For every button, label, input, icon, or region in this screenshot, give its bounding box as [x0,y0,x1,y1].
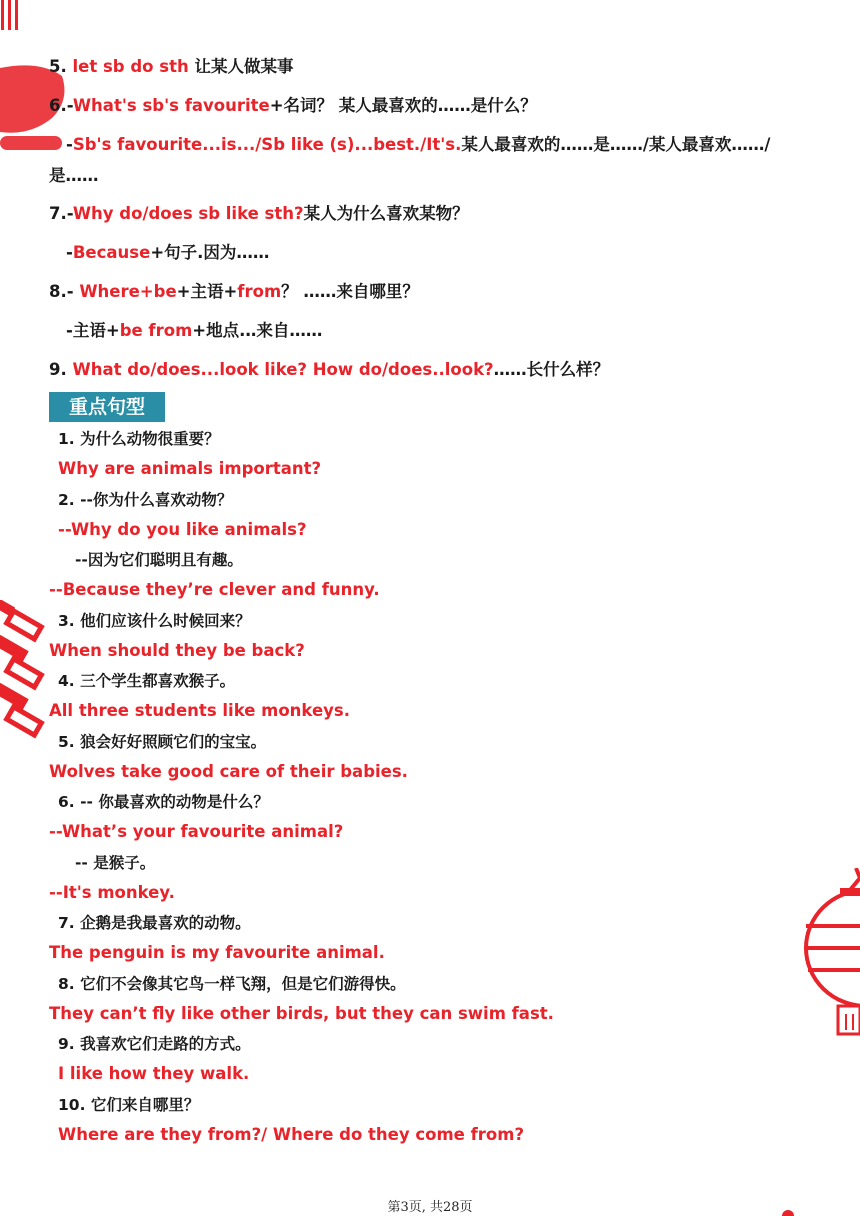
sentence-english: All three students like monkeys. [49,701,350,720]
section-title-key-sentences: 重点句型 [49,392,165,422]
phrase-chinese: 主语+ [72,321,120,340]
sentence-english: I like how they walk. [58,1064,250,1083]
sentence-english: --What’s your favourite animal? [49,822,344,841]
phrase-number: 6.- [49,96,73,115]
sentence-chinese: --因为它们聪明且有趣。 [75,551,243,569]
sentence-english: --Why do you like animals? [58,519,307,539]
sentence-chinese: 3. 他们应该什么时候回来？ [58,611,251,630]
phrase-number: 7.- [49,204,73,223]
sentence-english: They can’t fly like other birds, but they can swim fast. [49,1003,554,1023]
left-lattice-decoration [0,600,56,750]
phrase-line [49,56,293,78]
sentence-chinese: 8. 它们不会像其它鸟一样飞翔，但是它们游得快。 [58,974,406,993]
phrase-number: 5. [49,57,73,76]
phrase-number: 8.- [49,282,80,301]
sentence-chinese: 10. 它们来自哪里？ [58,1095,200,1114]
phrase-english: be from [119,321,193,340]
phrase-chinese: 某人为什么喜欢某物？ [303,204,469,223]
sentence-chinese: 6. -- 你最喜欢的动物是什么？ [58,793,269,811]
sentence-chinese: 5. 狼会好好照顾它们的宝宝。 [58,732,267,751]
sentence-english: --Because they’re clever and funny. [49,580,380,599]
sentence-english: --It's monkey. [49,882,175,902]
phrase-english: Because [72,243,151,262]
sentence-english: When should they be back? [49,640,305,660]
top-left-stripes-decoration [0,0,24,34]
sentence-chinese: 1. 为什么动物很重要？ [58,430,220,448]
lantern-decoration [800,868,860,1048]
phrase-chinese: ……长什么样？ [493,360,610,379]
phrase-english: Sb's favourite...is.../Sb like (s)...best./It's. [72,135,462,154]
phrase-chinese: 某人最喜欢的……是……/某人最喜欢……/ [461,135,771,154]
sentence-english: Wolves take good care of their babies. [49,761,408,781]
sentence-english: The penguin is my favourite animal. [49,943,385,962]
phrase-number: 9. [49,360,73,379]
phrase-chinese: 是…… [49,166,99,185]
phrase-line [49,359,609,381]
sentence-chinese: 9. 我喜欢它们走路的方式。 [58,1035,251,1053]
sentence-english: Where are they from?/ Where do they come from? [58,1124,525,1144]
phrase-line [66,242,269,264]
phrase-chinese: 让某人做某事 [188,57,294,76]
phrase-english: from [237,282,282,301]
phrase-line [49,281,419,303]
phrase-chinese: +名词？ 某人最喜欢的……是什么？ [269,96,537,115]
page-number: 第3页, 共28页 [387,1200,473,1215]
sentence-chinese: 4. 三个学生都喜欢猴子。 [58,672,236,690]
phrase-english: Why do/does sb like sth? [72,204,304,223]
sentence-chinese: 2. --你为什么喜欢动物？ [58,490,233,509]
phrase-number: - [66,135,73,154]
sentence-chinese: -- 是猴子。 [75,853,156,872]
phrase-chinese: +主语+ [176,282,238,301]
phrase-number: - [66,243,73,262]
phrase-english: What do/does...look like? How do/does..look? [72,360,494,379]
phrase-line [49,203,469,225]
phrase-line [49,95,537,117]
phrase-chinese: ？ ……来自哪里？ [281,282,419,301]
phrase-line [49,165,99,187]
sentence-chinese: 7. 企鹅是我最喜欢的动物。 [58,914,251,932]
phrase-line [66,320,322,342]
sentence-english: Why are animals important? [58,459,322,478]
phrase-number: - [66,321,73,340]
phrase-english: let sb do sth [72,57,189,76]
phrase-english: What's sb's favourite [72,96,270,115]
phrase-chinese: +地点.‥来自…… [192,321,323,340]
phrase-english: Where+be [79,282,177,301]
phrase-chinese: +句子.因为…… [150,243,270,262]
phrase-line [66,134,770,156]
